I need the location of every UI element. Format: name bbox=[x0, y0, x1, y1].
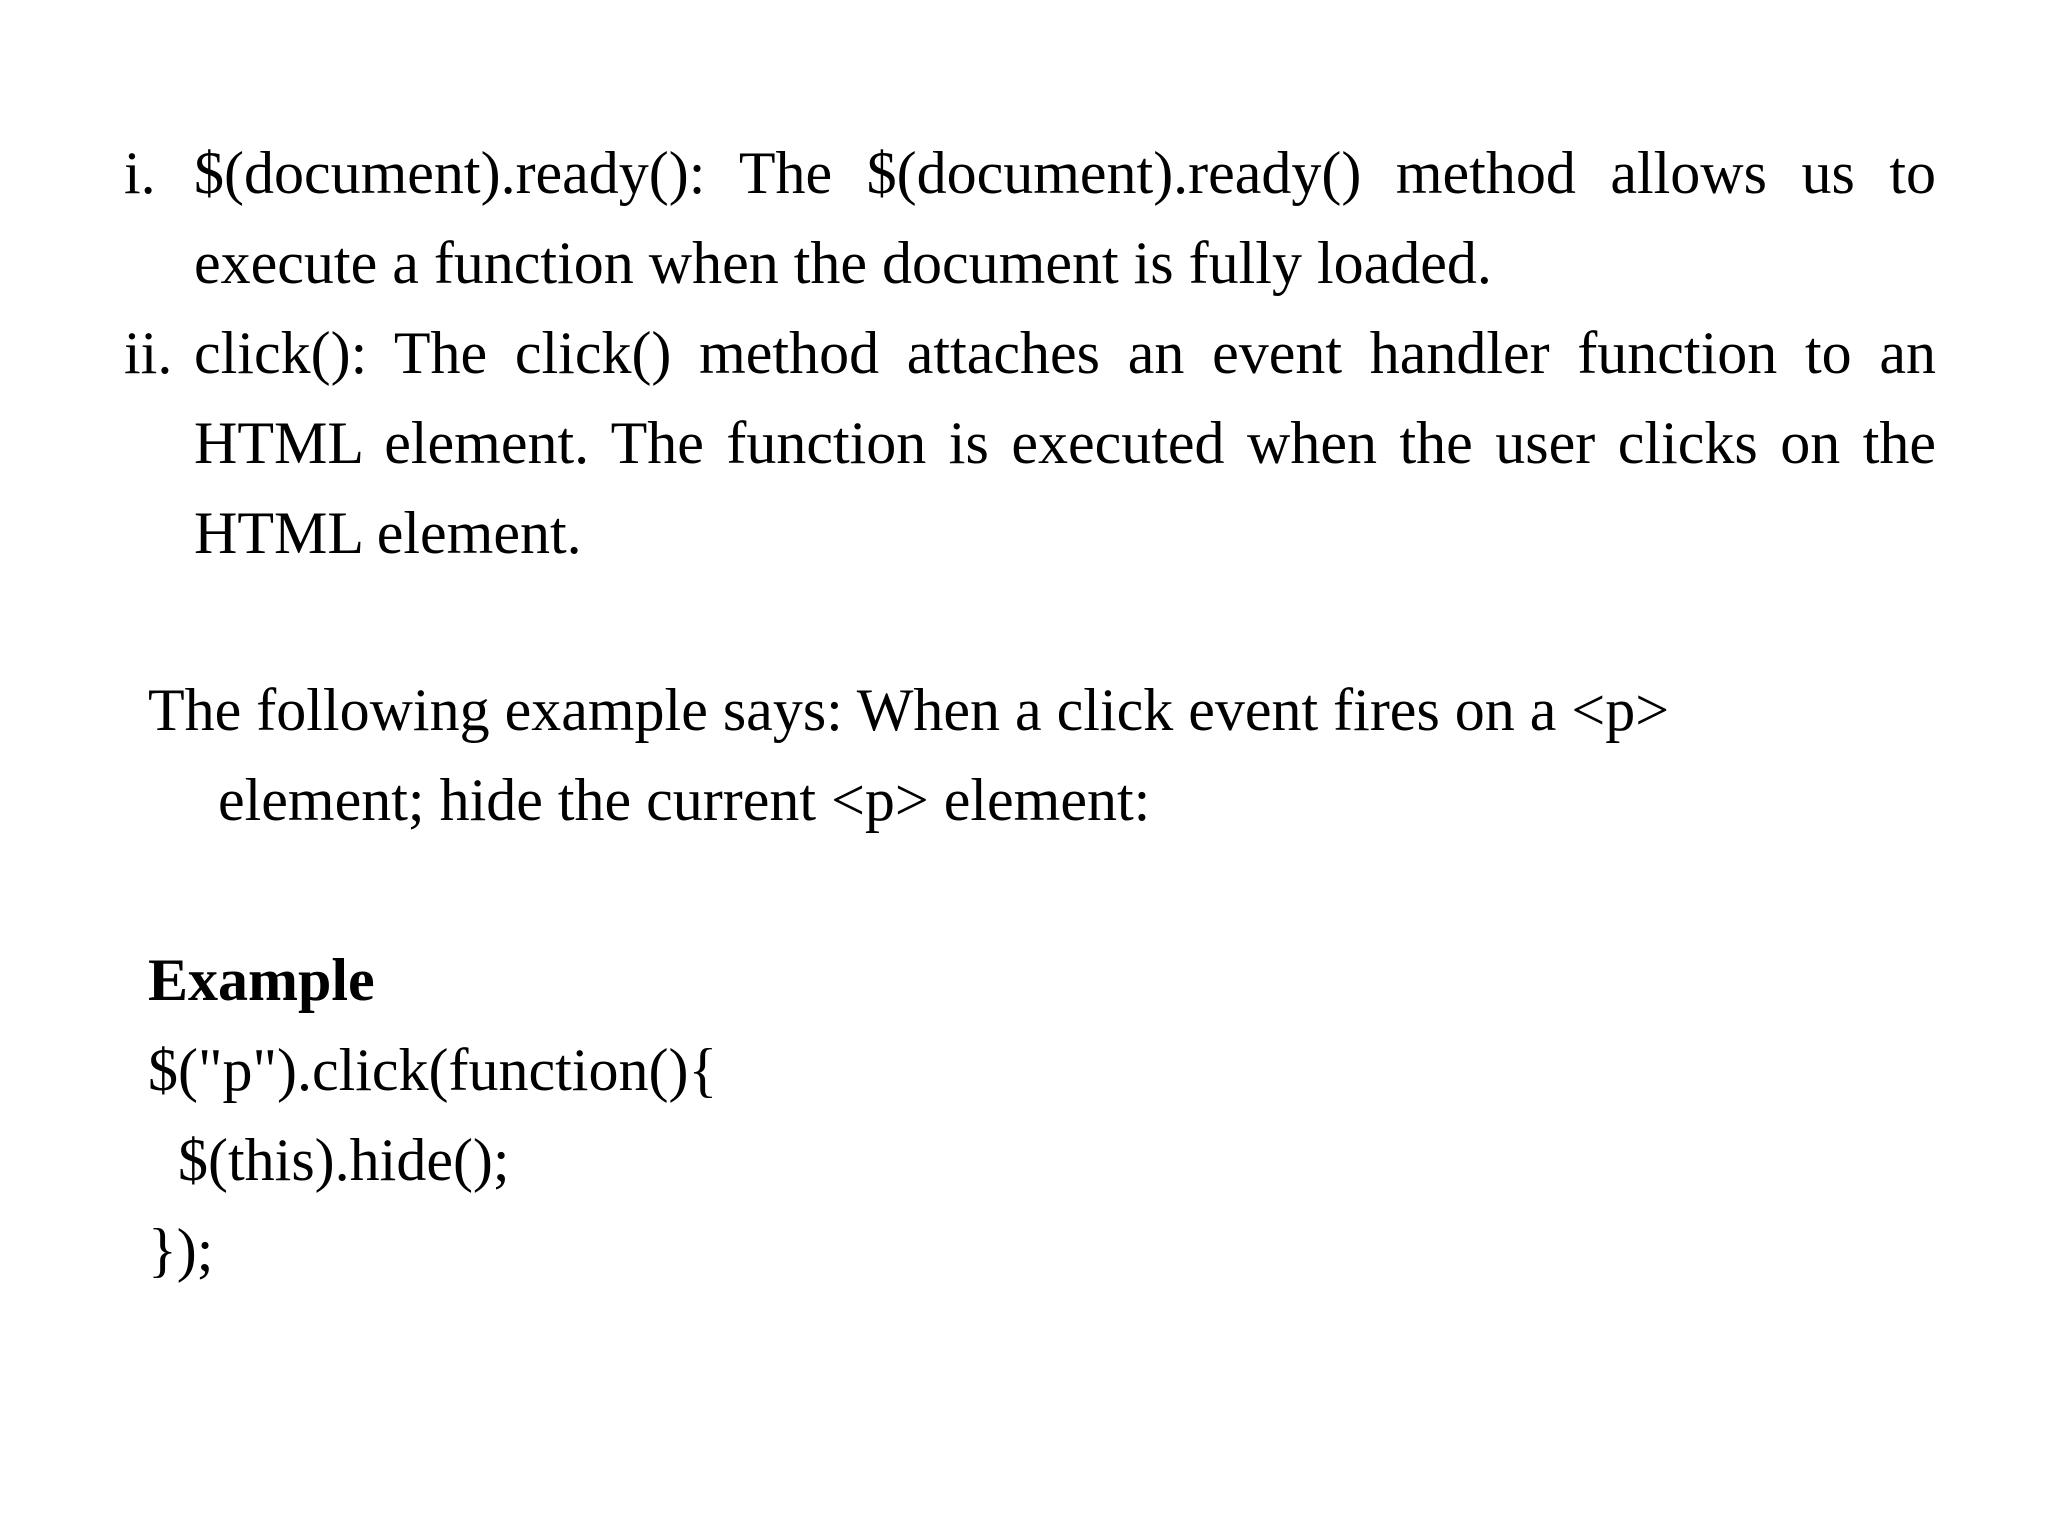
method-list bbox=[124, 128, 1936, 578]
list-marker: ii. bbox=[124, 320, 173, 386]
list-item-text: click(): The click() method attaches an event handler function to an HTML element. The function is executed when the user clicks on the HTML element. bbox=[194, 320, 1936, 566]
list-item bbox=[124, 128, 1936, 308]
list-item-text: $(document).ready(): The $(document).ready() method allows us to execute a function when the document is fully loaded. bbox=[194, 140, 1936, 296]
code-block bbox=[148, 1025, 717, 1295]
code-line: }); bbox=[148, 1217, 214, 1283]
list-item bbox=[124, 308, 1936, 578]
example-description bbox=[148, 665, 1936, 845]
code-line: $(this).hide(); bbox=[178, 1127, 510, 1193]
description-line-2: element; hide the current <p> element: bbox=[218, 767, 1151, 833]
list-marker: i. bbox=[124, 140, 156, 206]
example-heading: Example bbox=[148, 947, 375, 1013]
description-line-1: The following example says: When a click event fires on a <p> bbox=[148, 677, 1670, 743]
code-line: $("p").click(function(){ bbox=[148, 1037, 718, 1103]
